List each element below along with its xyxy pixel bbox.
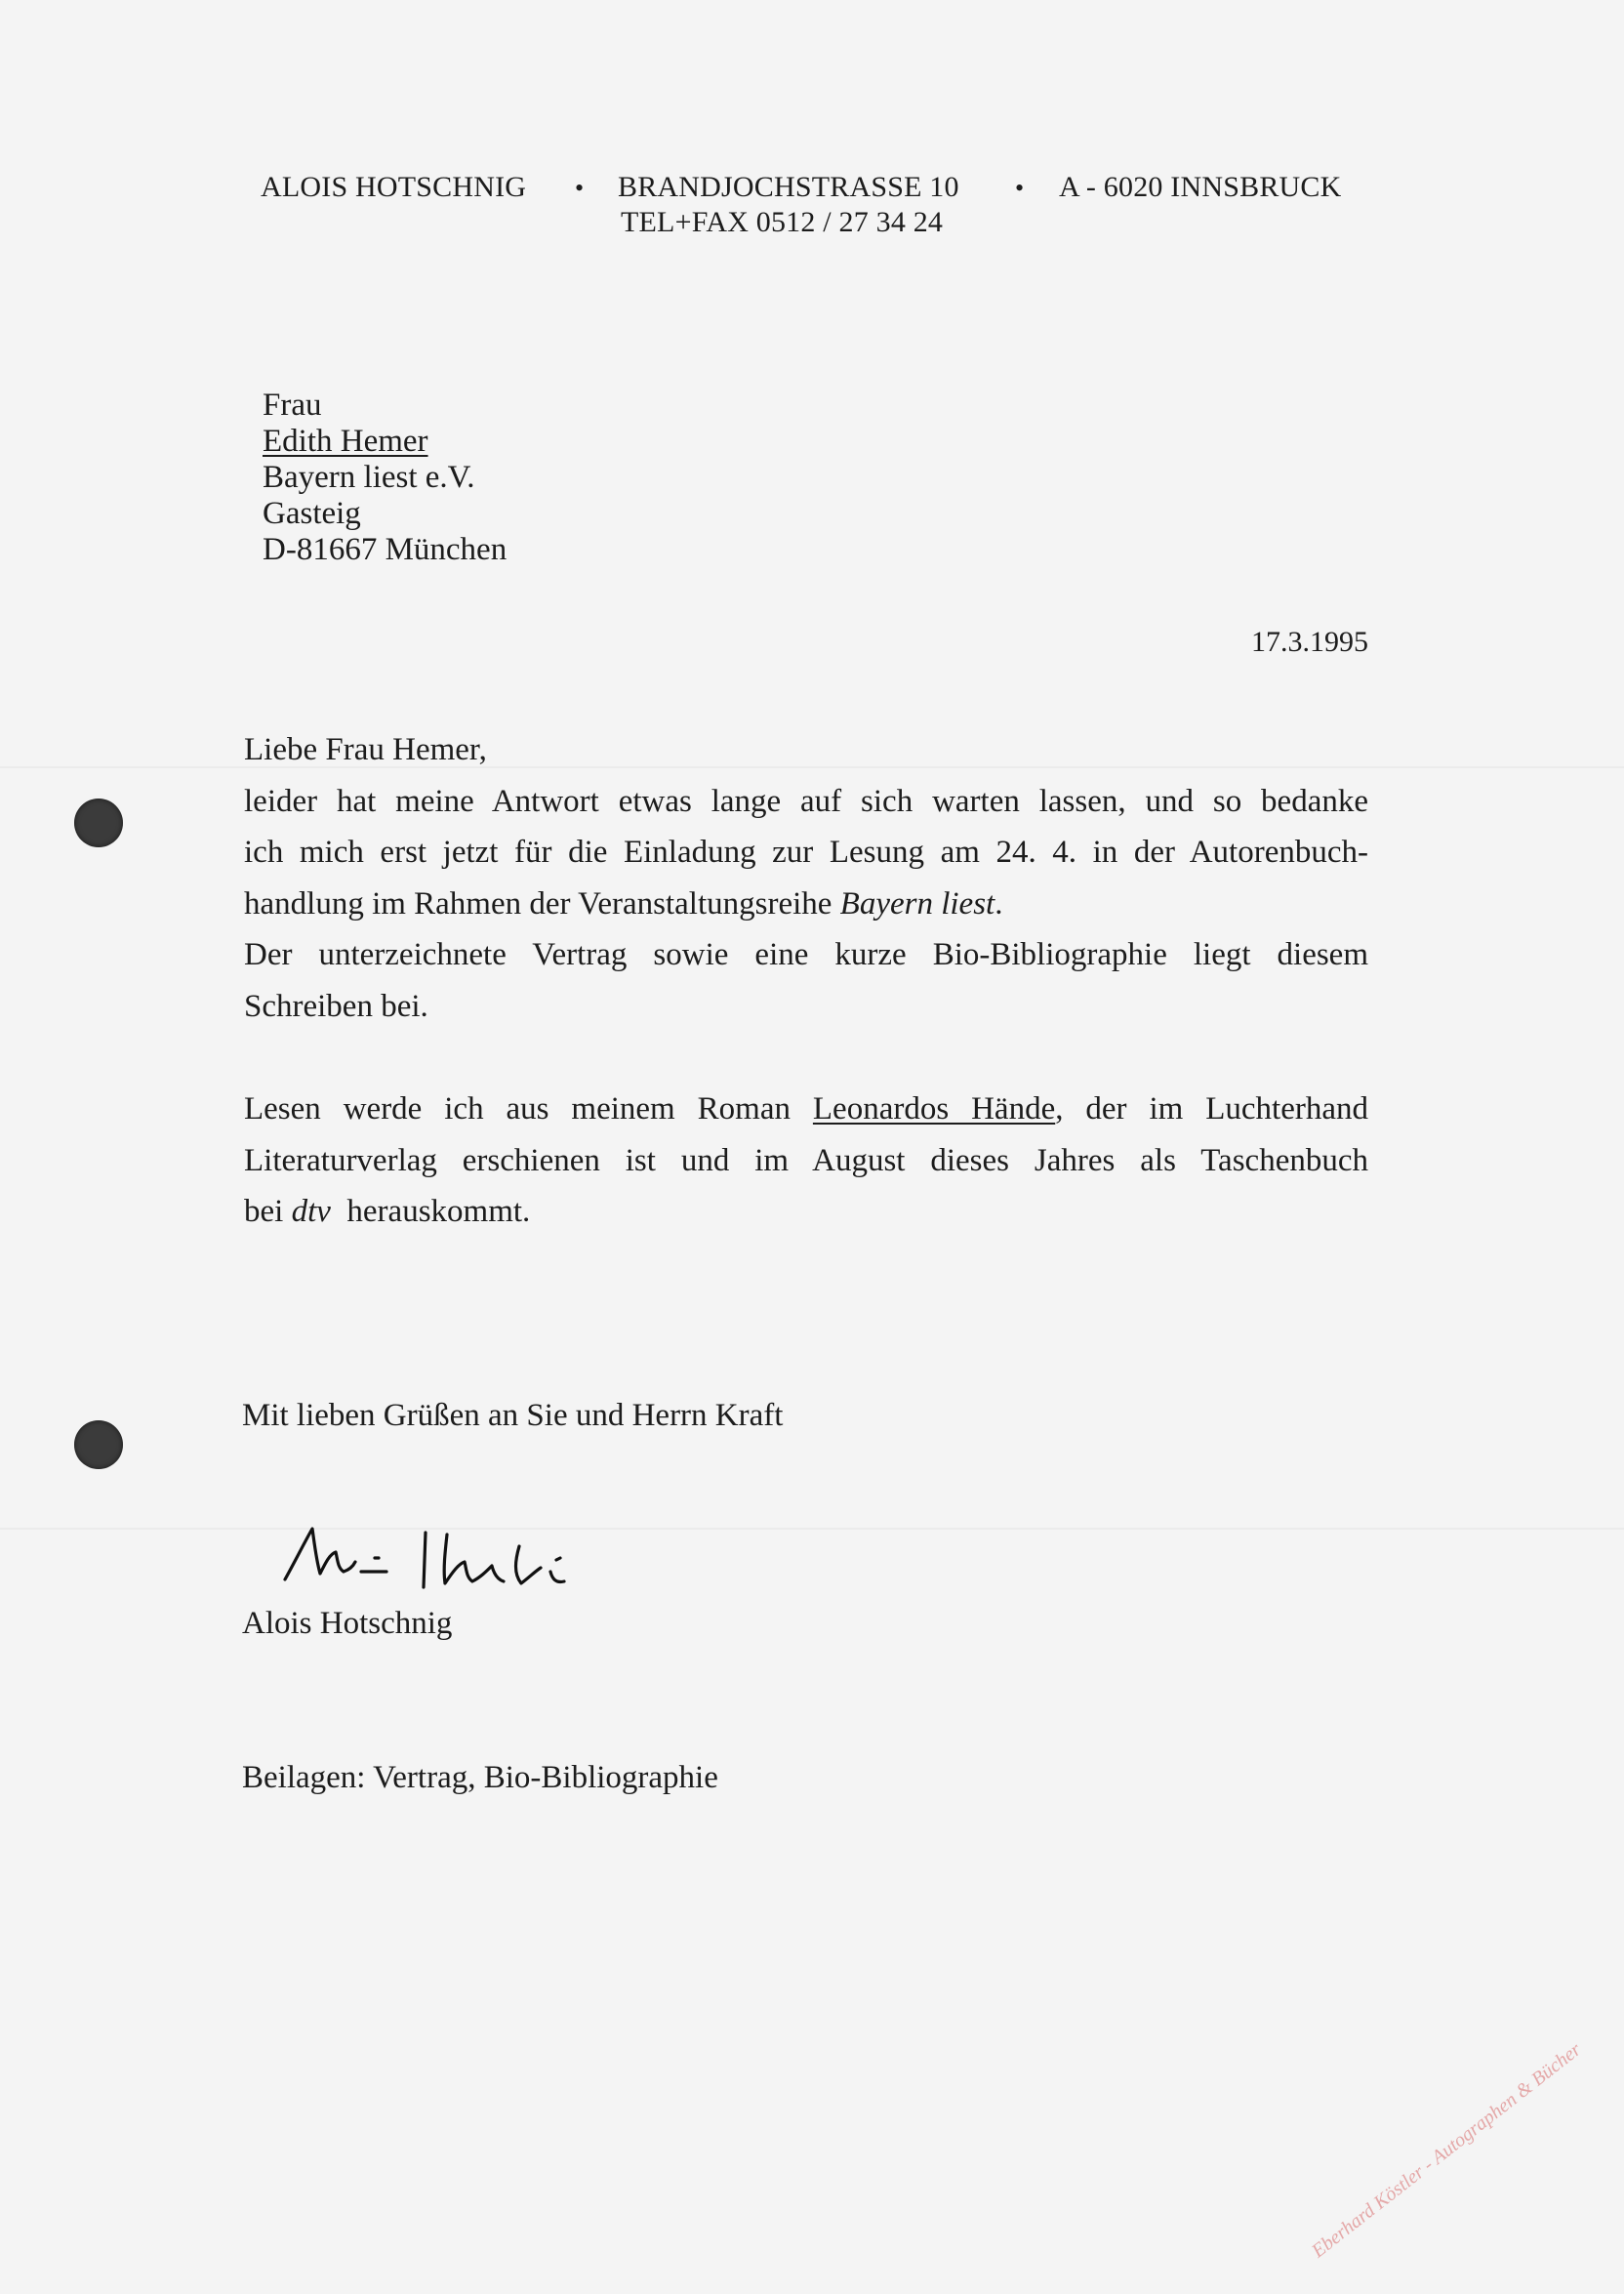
body-text: herauskommt. [330, 1194, 531, 1229]
body-text: , der im Luchterhand [1055, 1091, 1368, 1127]
letterhead-separator-1: • [575, 174, 585, 202]
letterhead-separator-2: • [1015, 174, 1025, 202]
novel-title: Leonardos Hände [812, 1091, 1056, 1127]
event-series-title: Bayern liest [839, 885, 995, 922]
recipient-street: Gasteig [263, 496, 361, 531]
letter-body-reading [244, 1084, 1368, 1238]
dealer-watermark: Eberhard Köstler - Autographen & Bücher [1308, 2038, 1586, 2263]
signer-name: Alois Hotschnig [242, 1606, 453, 1641]
body-text: bei [244, 1194, 292, 1229]
body-line [244, 1084, 1368, 1135]
punch-hole-top [74, 799, 123, 847]
enclosures: Beilagen: Vertrag, Bio-Bibliographie [242, 1760, 718, 1795]
publisher-name: dtv [291, 1194, 331, 1229]
recipient-address [263, 388, 507, 568]
letterhead-phone: TEL+FAX 0512 / 27 34 24 [621, 206, 944, 238]
greeting: Liebe Frau Hemer, [244, 732, 487, 767]
letterhead-city: A - 6020 INNSBRUCK [1059, 171, 1342, 203]
body-line [244, 1186, 1368, 1238]
recipient-organization: Bayern liest e.V. [263, 460, 475, 495]
punch-hole-bottom [74, 1420, 123, 1469]
body-line: Schreiben bei. [244, 988, 428, 1024]
handwritten-signature [281, 1513, 584, 1591]
recipient-name: Edith Hemer [263, 424, 428, 459]
body-line: Der unterzeichnete Vertrag sowie eine kurze Bio-Bibliographie liegt diesem [244, 937, 1368, 972]
letter-body [244, 724, 1368, 1032]
body-text: Lesen werde ich aus meinem Roman [244, 1091, 813, 1127]
body-text: handlung im Rahmen der Veranstaltungsreihe [244, 885, 840, 922]
body-line: Literaturverlag erschienen ist und im August dieses Jahres als Taschenbuch [244, 1142, 1368, 1178]
body-text: . [995, 885, 1003, 922]
body-line [244, 879, 1368, 930]
closing: Mit lieben Grüßen an Sie und Herrn Kraft [242, 1398, 784, 1433]
letterhead-street: BRANDJOCHSTRASSE 10 [618, 171, 959, 203]
body-line: leider hat meine Antwort etwas lange auf sich warten lassen, und so bedanke [244, 783, 1368, 819]
letterhead-name: ALOIS HOTSCHNIG [261, 171, 527, 203]
recipient-city: D-81667 München [263, 532, 508, 567]
fold-line-bottom [0, 1528, 1624, 1530]
recipient-salutation: Frau [263, 388, 322, 423]
body-line: ich mich erst jetzt für die Einladung zur Lesung am 24. 4. in der Autorenbuch- [244, 835, 1368, 870]
letter-date: 17.3.1995 [1251, 626, 1368, 658]
